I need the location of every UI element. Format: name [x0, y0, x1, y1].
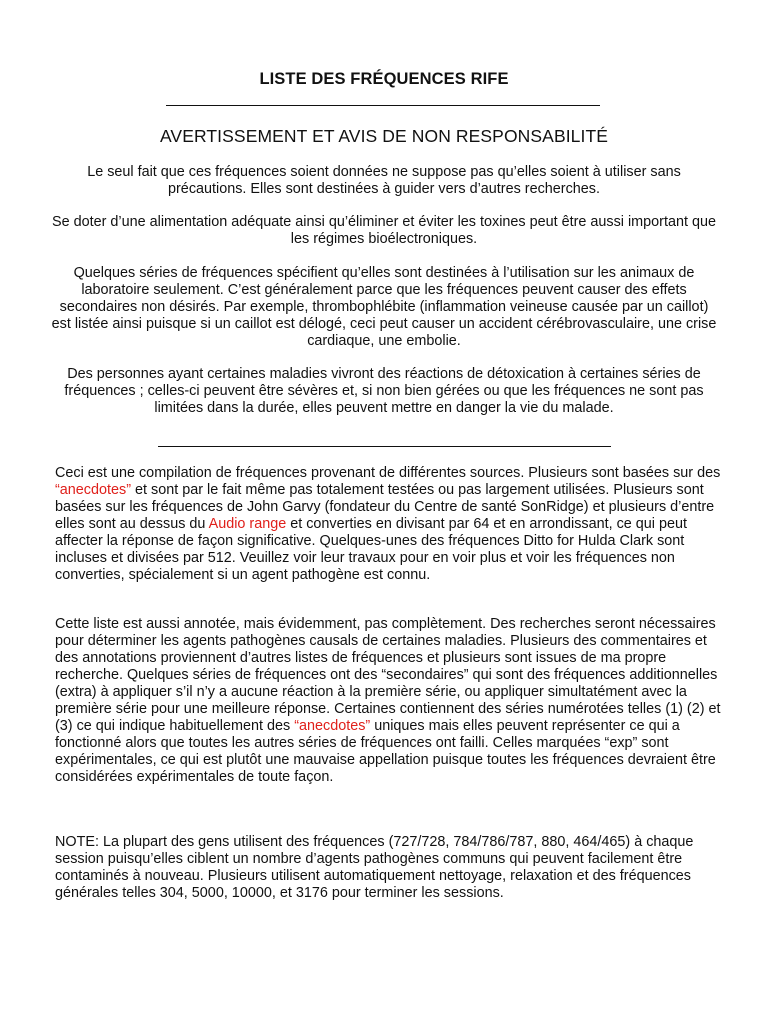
disclaimer-paragraph-4: Des personnes ayant certaines maladies vivront des réactions de détoxication à certaines séries de fréquences ; celles-ci peuvent être sévères et, si non bien gérées ou que les fréquences ne sont pas limitées dans la durée, elles peuvent mettre en danger la vie du malade. [64, 366, 704, 416]
body-paragraph-1 [55, 465, 725, 584]
disclaimer-paragraph-3: Quelques séries de fréquences spécifient qu’elles sont destinées à l’utilisation sur les animaux de laboratoire seulement. C’est généralement parce que les fréquences peuvent causer des effets secondaires non désirés. Par exemple, thrombophlébite (inflammation veineuse causée par un caillot) est listée ainsi puisque si un caillot est délogé, ceci peut causer un accident cérébrovasculaire, une crise cardiaque, une embolie. [51, 265, 717, 349]
body-paragraph-2 [55, 616, 725, 786]
disclaimer-paragraph-1: Le seul fait que ces fréquences soient données ne suppose pas qu’elles soient à utiliser sans précautions. Elles sont destinées à guider vers d’autres recherches. [87, 164, 681, 197]
audio-range-highlight: Audio range [208, 516, 287, 532]
body-text: Cette liste est aussi annotée, mais évidemment, pas complètement. Des recherches seront nécessaires pour déterminer les agents pathogènes causals de certaines maladies. Plusieurs des commentaires et des annotations proviennent d’autres listes de fréquences et plusieurs sont issues de ma propre recherche. Quelques séries de fréquences ont des “secondaires” qui sont des fréquences additionnelles (extra) à appliquer s’il n’y a aucune réaction à la première série, ou appliquer simultatément avec la première série pour une meilleure réponse. Certaines contiennent des séries numérotées telles (1) (2) et (3) ce qui indique habituellement des [55, 616, 721, 734]
body-text: et converties en divisant par 64 et en arrondissant, ce qui peut affecter la réponse de façon significative. Quelques-unes des fréquences Ditto for Hulda Clark sont incluses et divisées par 512. Veuillez voir leur travaux pour en voir plus et voir les fréquences non converties, spécialement si un agent pathogène est connu. [55, 516, 688, 583]
title-divider [166, 105, 600, 106]
disclaimer-heading: AVERTISSEMENT ET AVIS DE NON RESPONSABILITÉ [159, 126, 609, 146]
note-paragraph: NOTE: La plupart des gens utilisent des fréquences (727/728, 784/786/787, 880, 464/465) à chaque session puisqu’elles ciblent un nombre d’agents pathogènes communs qui peuvent facilement être contaminés à nouveau. Plusieurs utilisent automatiquement nettoyage, relaxation et des fréquences générales telles 304, 5000, 10000, et 3176 pour terminer les sessions. [55, 834, 694, 901]
anecdotes-highlight: “anecdotes” [294, 718, 371, 734]
anecdotes-highlight: “anecdotes” [55, 482, 131, 498]
document-title: LISTE DES FRÉQUENCES RIFE [259, 70, 509, 88]
disclaimer-paragraph-2: Se doter d’une alimentation adéquate ainsi qu’éliminer et éviter les toxines peut être aussi important que les régimes bioélectroniques. [52, 214, 716, 247]
body-text: et sont par le fait même pas totalement testées ou pas largement utilisées. Plusieurs sont basées sur les fréquences de John Garvy (fondateur du Centre de santé SonRidge) et plusieurs d’entre elles sont au dessus du [55, 482, 715, 532]
body-text: uniques mais elles peuvent représenter ce qui a fonctionné alors que toutes les autres séries de fréquences ont failli. Celles marquées “exp” sont expérimentales, ce qui est plutôt une mauvaise appellation puisque toutes les fréquences devraient être considérées expérimentales de toute façon. [55, 718, 716, 785]
body-text: Ceci est une compilation de fréquences provenant de différentes sources. Plusieurs sont basées sur des [55, 465, 721, 481]
disclaimer-divider [158, 446, 611, 447]
